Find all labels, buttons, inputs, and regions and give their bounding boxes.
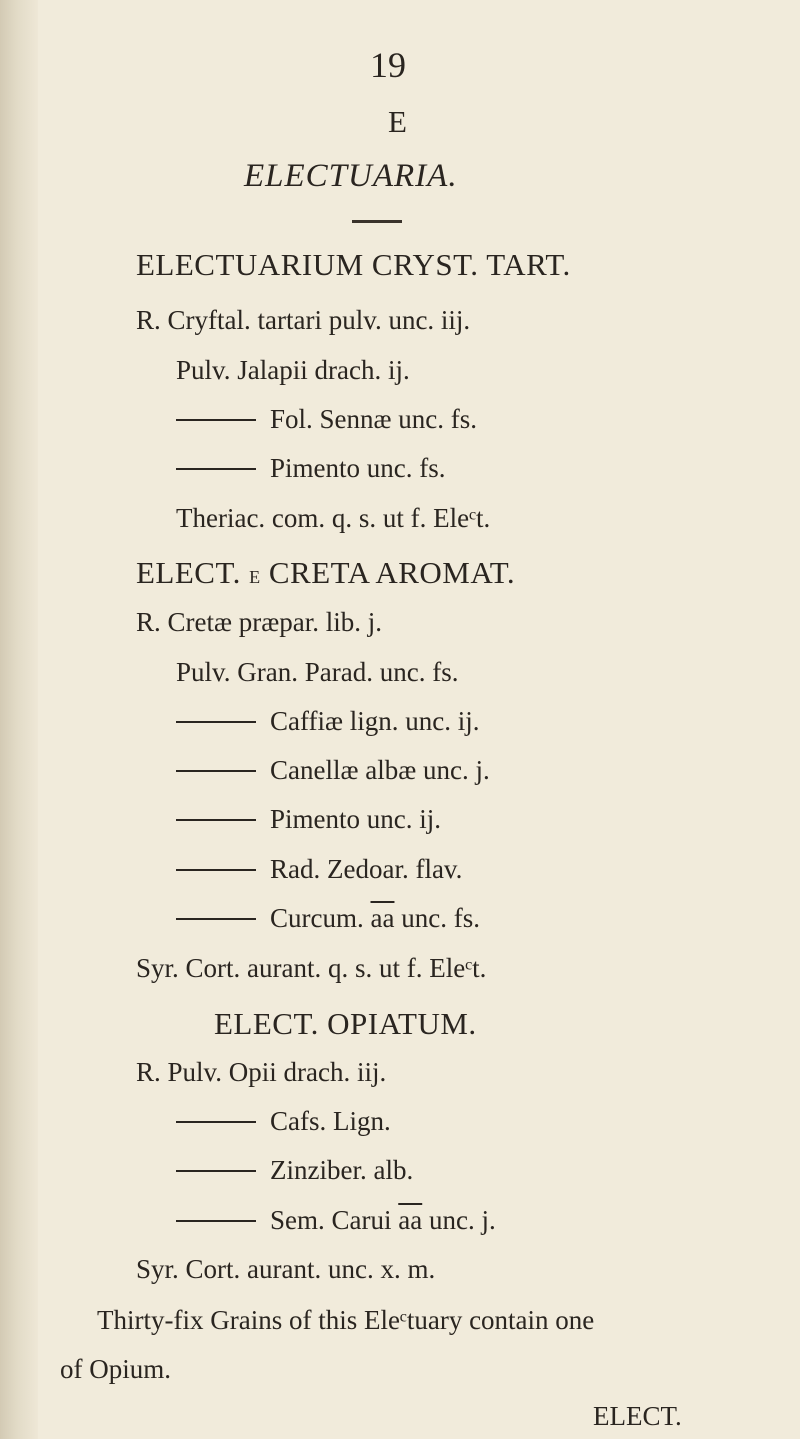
recipe-line: Canellæ albæ unc. j. xyxy=(176,755,490,786)
recipe-line: Pimento unc. fs. xyxy=(176,453,446,484)
recipe-line: Pulv. Jalapii drach. ij. xyxy=(176,355,410,385)
recipe-line: Syr. Cort. aurant. unc. x. m. xyxy=(136,1254,436,1284)
recipe-heading: ELECT. OPIATUM. xyxy=(214,1006,477,1041)
ditto-dash xyxy=(176,770,256,772)
ditto-dash xyxy=(176,918,256,920)
page-gutter xyxy=(0,0,38,1439)
ditto-dash xyxy=(176,1121,256,1123)
title-rule xyxy=(352,220,402,223)
ditto-dash xyxy=(176,869,256,871)
recipe-line: Theriac. com. q. s. ut f. Eleᶜt. xyxy=(176,503,491,533)
page-number: 19 xyxy=(370,45,406,85)
ana-mark: $\overline{aa}$ xyxy=(398,1205,423,1235)
ditto-dash xyxy=(176,468,256,470)
recipe-line: Fol. Sennæ unc. fs. xyxy=(176,404,477,435)
ana-mark: $\overline{aa}$ xyxy=(370,903,395,933)
recipe-heading: ELECT. E CRETA AROMAT. xyxy=(136,555,516,590)
recipe-line: R. Pulv. Opii drach. iij. xyxy=(136,1057,387,1087)
recipe-line: Sem. Carui $\overline{aa}$ unc. j. xyxy=(176,1205,496,1236)
recipe-line: R. Cretæ præpar. lib. j. xyxy=(136,607,382,637)
recipe-line: Pimento unc. ij. xyxy=(176,804,441,835)
recipe-line: Pulv. Gran. Parad. unc. fs. xyxy=(176,657,459,687)
page-title: ELECTUARIA. xyxy=(244,158,458,194)
ditto-dash xyxy=(176,1220,256,1222)
note-text: Thirty-fix Grains of this Eleᶜtuary contain one xyxy=(97,1305,595,1335)
recipe-line: Syr. Cort. aurant. q. s. ut f. Eleᶜt. xyxy=(136,953,487,983)
recipe-line: Cafs. Lign. xyxy=(176,1106,391,1137)
section-letter: E xyxy=(388,104,407,139)
ditto-dash xyxy=(176,419,256,421)
recipe-line: Caffiæ lign. unc. ij. xyxy=(176,706,480,737)
catchword: ELECT. xyxy=(593,1401,682,1431)
recipe-line: Curcum. $\overline{aa}$ unc. fs. xyxy=(176,903,480,934)
ditto-dash xyxy=(176,819,256,821)
ditto-dash xyxy=(176,721,256,723)
recipe-line: R. Cryftal. tartari pulv. unc. iij. xyxy=(136,305,471,335)
note-text: of Opium. xyxy=(60,1354,171,1384)
recipe-line: Zinziber. alb. xyxy=(176,1155,413,1186)
recipe-heading: ELECTUARIUM CRYST. TART. xyxy=(136,247,571,282)
recipe-line: Rad. Zedoar. flav. xyxy=(176,854,462,885)
ditto-dash xyxy=(176,1170,256,1172)
